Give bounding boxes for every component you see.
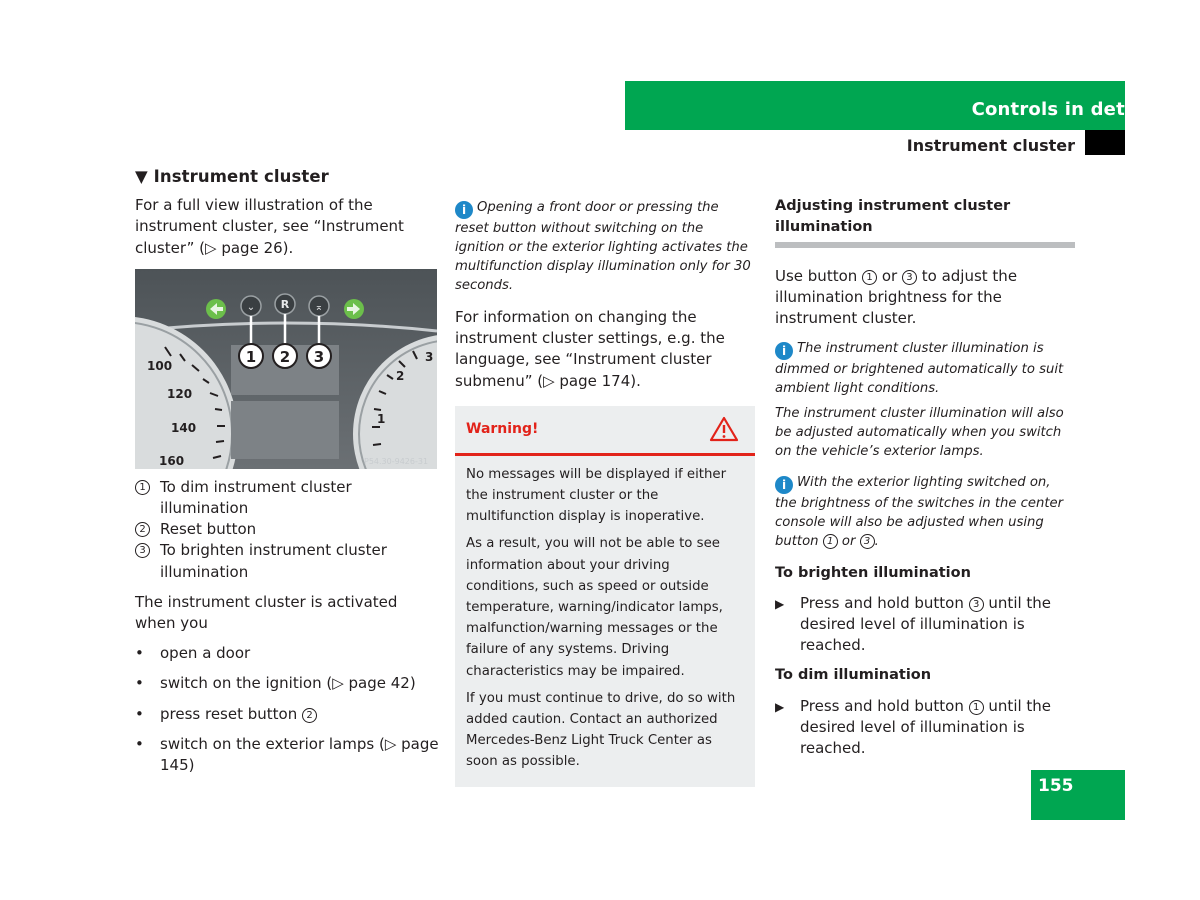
rpm-label-3: 3 bbox=[425, 349, 434, 364]
callout-1 bbox=[239, 344, 263, 368]
dim-heading: To dim illumination bbox=[775, 667, 932, 684]
bullet-text: open a door bbox=[160, 644, 251, 663]
svg-text:3: 3 bbox=[313, 347, 325, 366]
use-button-paragraph bbox=[775, 266, 1075, 330]
bullet-content bbox=[160, 704, 317, 725]
instrument-cluster-illustration bbox=[135, 269, 437, 469]
svg-text:2: 2 bbox=[279, 347, 291, 366]
inline-number: 2 bbox=[302, 708, 317, 723]
legend-item bbox=[135, 540, 440, 582]
text-fragment: until the desired level of illumination is reached. bbox=[800, 696, 1052, 758]
step-text bbox=[800, 696, 1075, 760]
column-right bbox=[775, 196, 1075, 768]
legend-text: To dim instrument cluster illumination bbox=[160, 477, 352, 518]
subsection-heading: Adjusting instrument cluster illumination bbox=[775, 198, 1011, 235]
warning-box bbox=[455, 406, 755, 787]
bullet-dot: • bbox=[135, 674, 144, 693]
chapter-title: Controls in detail bbox=[971, 99, 1150, 120]
section-title: Instrument cluster bbox=[906, 136, 1075, 155]
warning-title: Warning! bbox=[466, 420, 539, 437]
text-fragment: Press and hold button bbox=[800, 696, 964, 715]
step-arrow-icon: ▶ bbox=[775, 699, 785, 714]
section-heading bbox=[135, 166, 440, 187]
legend-number: 1 bbox=[135, 480, 150, 495]
text-fragment: or bbox=[881, 267, 898, 285]
text-fragment: to adjust the illumination brightness for the instrument cluster. bbox=[775, 267, 1018, 328]
info-icon: i bbox=[455, 201, 473, 219]
speed-label-160: 160 bbox=[159, 453, 185, 468]
note-continued: The instrument cluster illumination will also be adjusted automatically when you switch on the vehicle’s exterior lamps. bbox=[775, 405, 1064, 459]
bullet-dot: • bbox=[135, 734, 144, 753]
brighten-button-symbol: ⌅ bbox=[314, 301, 324, 313]
text-fragment: until the desired level of illumination is reached. bbox=[800, 593, 1052, 655]
heading-rule bbox=[775, 242, 1075, 248]
bullet-text: switch on the exterior lamps (▷ page 145) bbox=[160, 734, 439, 775]
text-fragment: or bbox=[841, 533, 856, 549]
info-note bbox=[455, 198, 755, 295]
legend-number: 3 bbox=[135, 543, 150, 558]
speed-label-140: 140 bbox=[171, 420, 197, 435]
warning-paragraph: No messages will be displayed if either the instrument cluster or the multifunction display is inoperative. bbox=[466, 466, 727, 525]
warning-paragraph: As a result, you will not be able to see information about your driving conditions, such as speed or outside temperature, warning/indicator lamps, malfunction/warning messages or the failure of any systems. Driving characteristics may be impaired. bbox=[466, 536, 723, 679]
inline-number: 3 bbox=[969, 597, 984, 612]
bullet-text: press reset button bbox=[160, 704, 298, 723]
info-note-text: Opening a front door or pressing the reset button without switching on the ignition or the exterior lighting activates the multifunction display illumination only for 30 seconds. bbox=[455, 200, 751, 293]
column-middle bbox=[455, 198, 755, 787]
legend-text: Reset button bbox=[160, 520, 257, 539]
header-black-tab bbox=[1085, 130, 1125, 155]
warning-paragraph: If you must continue to drive, do so with added caution. Contact an authorized Mercedes-Benz Light Truck Center as soon as possible. bbox=[466, 690, 736, 770]
warning-header bbox=[455, 406, 755, 456]
instruction-step bbox=[775, 696, 1075, 760]
callout-3 bbox=[307, 344, 331, 368]
step-text bbox=[800, 593, 1075, 657]
info-note-text: With the exterior lighting switched on, the brightness of the switches in the center console will also be adjusted when using button bbox=[775, 474, 1064, 549]
column-left bbox=[135, 166, 440, 785]
inline-number: 1 bbox=[862, 270, 877, 285]
inline-number: 3 bbox=[902, 270, 917, 285]
heading-marker: ▼ bbox=[135, 167, 148, 186]
settings-paragraph: For information on changing the instrument cluster settings, e.g. the language, see “Instrument cluster submenu” (▷ page 174). bbox=[455, 308, 725, 390]
bullet-text: switch on the ignition (▷ page 42) bbox=[160, 674, 416, 693]
brighten-heading: To brighten illumination bbox=[775, 564, 971, 581]
instruction-step bbox=[775, 593, 1075, 657]
rpm-label-1: 1 bbox=[377, 411, 386, 426]
bullet-item bbox=[135, 734, 440, 776]
bullet-dot: • bbox=[135, 704, 144, 723]
activated-paragraph: The instrument cluster is activated when you bbox=[135, 592, 398, 633]
text-fragment: . bbox=[874, 533, 879, 549]
bullet-dot: • bbox=[135, 644, 144, 663]
speed-label-120: 120 bbox=[167, 386, 193, 401]
bullet-item bbox=[135, 643, 440, 664]
info-icon: i bbox=[775, 476, 793, 494]
page-number-tab bbox=[1031, 770, 1125, 820]
heading-text: Instrument cluster bbox=[153, 167, 329, 186]
svg-text:1: 1 bbox=[245, 347, 257, 366]
instrument-cluster-figure bbox=[135, 269, 437, 469]
legend-item bbox=[135, 519, 440, 540]
rpm-label-2: 2 bbox=[396, 368, 405, 383]
inline-number: 3 bbox=[860, 534, 875, 549]
bullet-item bbox=[135, 673, 440, 694]
step-arrow-icon: ▶ bbox=[775, 596, 785, 611]
warning-triangle-icon bbox=[709, 416, 739, 442]
inline-number: 1 bbox=[969, 700, 984, 715]
legend-item bbox=[135, 477, 440, 519]
speed-label-100: 100 bbox=[147, 358, 173, 373]
figure-code: P54.30-9426-31 bbox=[364, 456, 429, 466]
info-note bbox=[775, 473, 1075, 551]
warning-body bbox=[455, 456, 755, 773]
bullet-item bbox=[135, 704, 440, 725]
text-fragment: Press and hold button bbox=[800, 593, 964, 612]
inline-number: 1 bbox=[823, 534, 838, 549]
dim-button-symbol: ⌄ bbox=[246, 301, 256, 313]
info-note bbox=[775, 339, 1075, 398]
legend-text: To brighten instrument cluster illumination bbox=[160, 541, 387, 581]
multifunction-display-lower bbox=[231, 401, 339, 459]
callout-2 bbox=[273, 344, 297, 368]
info-icon: i bbox=[775, 342, 793, 360]
legend-number: 2 bbox=[135, 522, 150, 537]
text-fragment: Use button bbox=[775, 267, 858, 285]
info-note-text: The instrument cluster illumination is dimmed or brightened automatically to suit ambient light conditions. bbox=[775, 340, 1064, 396]
intro-paragraph: For a full view illustration of the instrument cluster, see “Instrument cluster” (▷ page 26). bbox=[135, 196, 404, 257]
reset-button-symbol: R bbox=[280, 297, 290, 311]
page-number: 155 bbox=[1038, 776, 1074, 796]
